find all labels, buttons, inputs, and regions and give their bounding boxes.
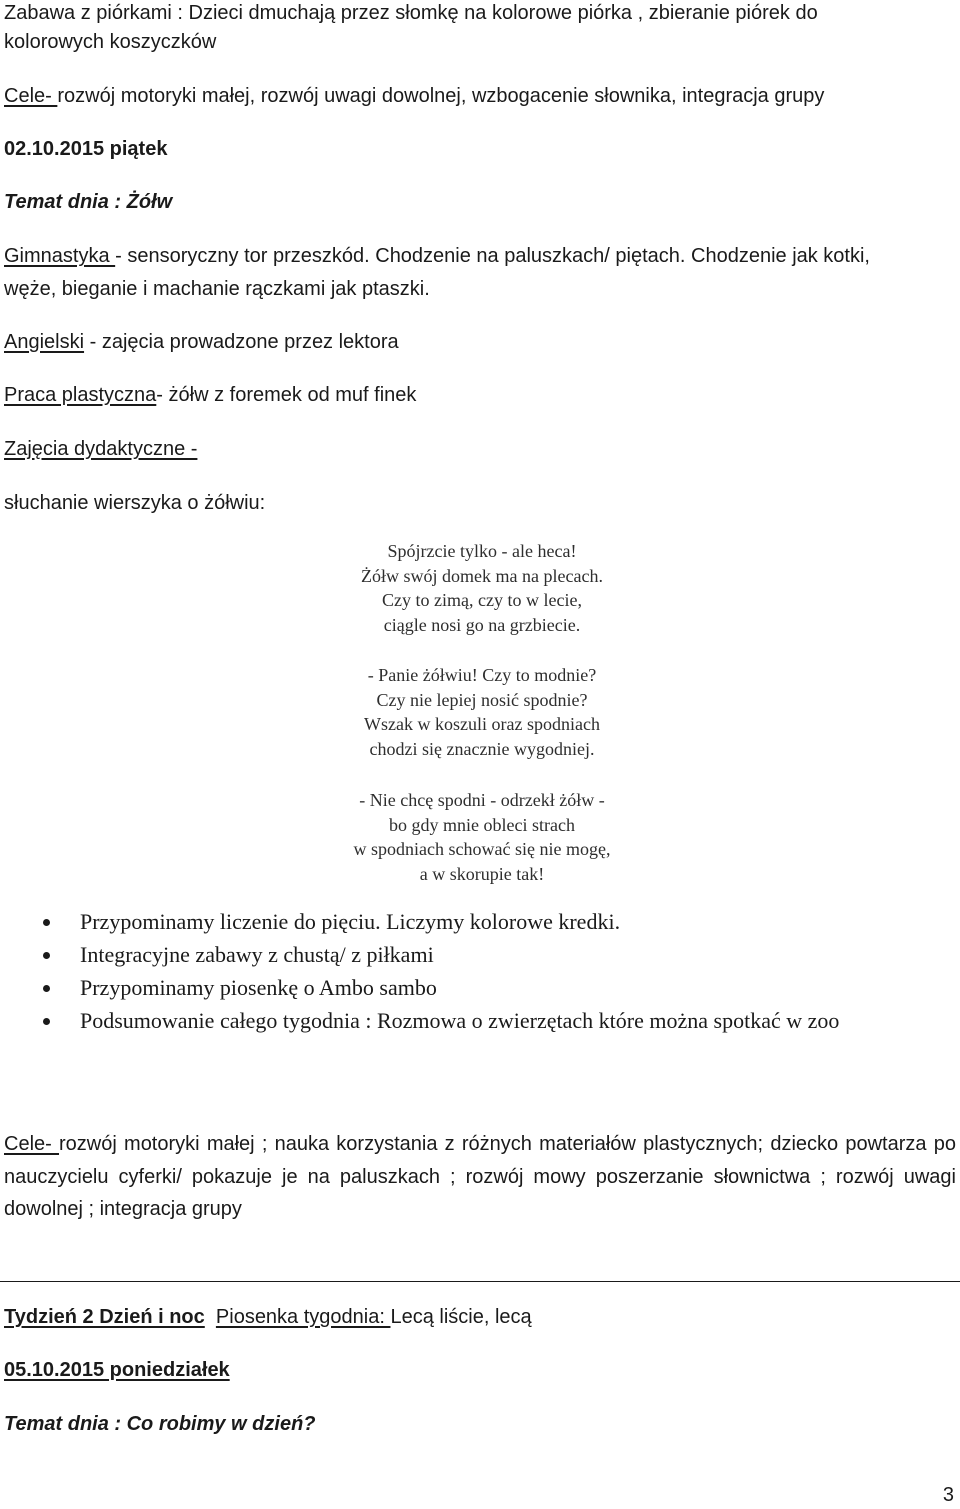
- list-item: Podsumowanie całego tygodnia : Rozmowa o zwierzętach które można spotkać w zoo: [0, 1004, 839, 1037]
- poem-part-3: [282, 788, 682, 886]
- song-title: Lecą liście, lecą: [390, 1306, 532, 1328]
- week-line: [4, 1304, 532, 1331]
- gymnastics: [4, 243, 870, 270]
- intro-line-2: kolorowych koszyczków: [4, 31, 217, 53]
- poem-stanza-3: [282, 788, 682, 886]
- art: [4, 382, 416, 409]
- poem-line: - Panie żółwiu! Czy to modnie?: [367, 665, 597, 685]
- list-item: Przypominamy liczenie do pięciu. Liczymy kolorowe kredki.: [0, 905, 839, 938]
- art-text: - żółw z foremek od muf finek: [156, 384, 417, 406]
- poem-line: w spodniach schować się nie mogę,: [353, 839, 611, 859]
- poem-stanza-2: [282, 663, 682, 761]
- goals-1: [4, 83, 824, 110]
- poem-line: bo gdy mnie obleci strach: [389, 814, 575, 835]
- poem-line: - Nie chcę spodni - odrzekł żółw -: [359, 790, 605, 810]
- english-label: Angielski: [4, 331, 85, 353]
- gymnastics-text-2: węże, bieganie i machanie rączkami jak ptaszki.: [4, 278, 430, 300]
- poem-line: Czy nie lepiej nosić spodnie?: [376, 689, 588, 710]
- poem-line: a w skorupie tak!: [419, 863, 545, 884]
- art-label: Praca plastyczna: [4, 384, 157, 406]
- goals-2: [4, 1128, 956, 1226]
- list-item: Integracyjne zabawy z chustą/ z piłkami: [0, 938, 839, 971]
- poem: [282, 539, 682, 637]
- list-item: Przypominamy piosenkę o Ambo sambo: [0, 971, 839, 1004]
- goals-2-text: rozwój motoryki małej ; nauka korzystania z różnych materiałów plastycznych; dziecko powtarza po nauczycielu cyferki/ pokazuje je na paluszkach ; rozwój mowy poszerzanie słownictwa ; rozwój uwagi dowolnej ; integracja grupy: [4, 1133, 956, 1220]
- listening-text: słuchanie wierszyka o żółwiu:: [4, 492, 266, 514]
- gymnastics-text: - sensoryczny tor przeszkód. Chodzenie na paluszkach/ piętach. Chodzenie jak kotki,: [115, 245, 870, 267]
- goals-2-label: Cele-: [4, 1133, 60, 1155]
- intro-line-1: Zabawa z piórkami : Dzieci dmuchają przez słomkę na kolorowe piórka , zbieranie piórek do: [4, 2, 818, 24]
- day-date: 02.10.2015 piątek: [4, 138, 168, 160]
- goals-1-text: rozwój motoryki małej, rozwój uwagi dowolnej, wzbogacenie słownika, integracja grupy: [57, 85, 825, 107]
- page-number: 3: [942, 1484, 954, 1506]
- english: [4, 329, 399, 356]
- english-text: - zajęcia prowadzone przez lektora: [84, 331, 399, 353]
- day-2-date: 05.10.2015 poniedziałek: [4, 1359, 230, 1381]
- poem-part-2: [282, 663, 682, 761]
- song-label: Piosenka tygodnia:: [215, 1306, 391, 1328]
- poem-line: Spójrzcie tylko - ale heca!: [387, 541, 577, 561]
- poem-stanza-1: [282, 539, 682, 637]
- gymnastics-label: Gimnastyka: [4, 245, 116, 267]
- poem-line: Żółw swój domek ma na plecach.: [361, 565, 603, 586]
- poem-line: chodzi się znacznie wygodniej.: [369, 738, 595, 759]
- poem-line: ciągle nosi go na grzbiecie.: [383, 614, 581, 635]
- goals-1-label: Cele-: [4, 85, 58, 107]
- didactic-label: Zajęcia dydaktyczne -: [4, 438, 198, 460]
- activity-list: [0, 905, 839, 1037]
- poem-line: Czy to zimą, czy to w lecie,: [382, 590, 582, 610]
- week-label: Tydzień 2 Dzień i noc: [4, 1306, 205, 1328]
- day-2-theme: Temat dnia : Co robimy w dzień?: [4, 1413, 316, 1435]
- poem-line: Wszak w koszuli oraz spodniach: [364, 714, 600, 734]
- divider: [0, 1281, 960, 1282]
- day-theme: Temat dnia : Żółw: [4, 191, 173, 213]
